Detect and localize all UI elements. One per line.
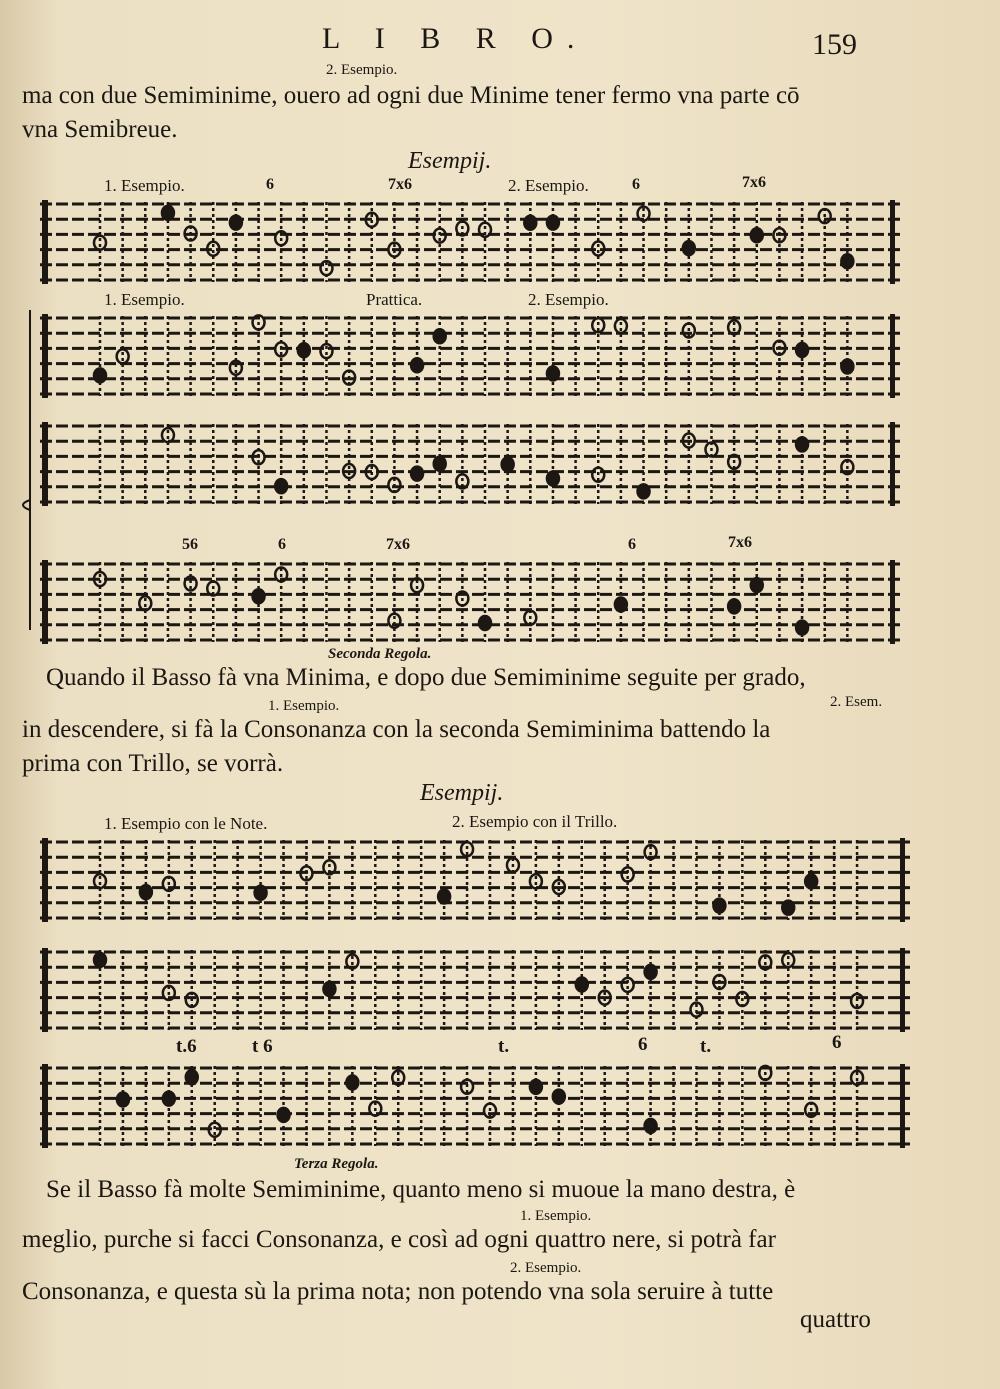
- tablature-drawing: [40, 944, 910, 1036]
- tablature-system: [40, 310, 900, 402]
- text-line: Quando il Basso fà vna Minima, e dopo due Semiminime seguite per grado,: [46, 664, 806, 691]
- barline: [900, 948, 905, 1032]
- tablature-drawing: [40, 1060, 910, 1152]
- barline: [42, 948, 48, 1032]
- note-head: [530, 1080, 542, 1094]
- figure: 6: [278, 536, 286, 553]
- note-head: [411, 467, 423, 481]
- note-head: [255, 886, 267, 900]
- rule-heading: Seconda Regola.: [328, 646, 432, 662]
- barline: [890, 560, 895, 644]
- text-line: prima con Trillo, se vorrà.: [22, 750, 284, 777]
- note-head: [645, 965, 657, 979]
- tablature-system: [40, 944, 910, 1036]
- example-label: 1. Esempio con le Note.: [104, 814, 268, 833]
- barline: [890, 422, 895, 506]
- tablature-system: [40, 418, 900, 510]
- example-ref: 2. Esem.: [830, 694, 883, 710]
- note-head: [323, 982, 335, 996]
- note-head: [230, 216, 242, 230]
- note-head: [713, 899, 725, 913]
- figure: t.6: [176, 1036, 197, 1057]
- section-heading: Esempij.: [408, 148, 492, 174]
- figure: 7x6: [388, 176, 412, 193]
- note-head: [796, 437, 808, 451]
- note-head: [94, 236, 106, 250]
- note-head: [253, 589, 265, 603]
- example-label: 1. Esempio.: [104, 176, 185, 195]
- barline: [42, 200, 48, 284]
- figure: t.: [700, 1036, 712, 1057]
- text-line: Consonanza, e questa sù la prima nota; non potendo vna sola seruire à tutte: [22, 1278, 774, 1305]
- tablature-system: [40, 556, 900, 648]
- note-head: [547, 367, 559, 381]
- note-head: [683, 241, 695, 255]
- note-head: [751, 578, 763, 592]
- barline: [42, 314, 48, 398]
- note-head: [638, 484, 650, 498]
- note-head: [553, 1090, 565, 1104]
- example-label: Prattica.: [366, 290, 423, 309]
- page-number: 159: [812, 28, 857, 61]
- note-head: [275, 479, 287, 493]
- note-head: [94, 368, 106, 382]
- note-head: [162, 206, 174, 220]
- figure: 7x6: [742, 174, 766, 191]
- example-ref: 2. Esempio.: [326, 62, 398, 78]
- figure: 7x6: [728, 534, 752, 551]
- note-head: [438, 889, 450, 903]
- tablature-system: [40, 834, 910, 926]
- tablature-drawing: [40, 834, 910, 926]
- tablature-drawing: [40, 418, 900, 510]
- note-head: [622, 978, 634, 992]
- note-head: [841, 359, 853, 373]
- note-head: [411, 358, 423, 372]
- example-label: 2. Esempio.: [508, 176, 589, 195]
- note-head: [782, 901, 794, 915]
- note-head: [547, 472, 559, 486]
- figure: 6: [638, 1034, 648, 1055]
- example-ref: 1. Esempio.: [268, 698, 340, 714]
- text-line: meglio, purche si facci Consonanza, e così ad ogni quattro nere, si potrà far: [22, 1226, 776, 1253]
- example-label: 2. Esempio con il Trillo.: [452, 812, 618, 831]
- note-head: [782, 953, 794, 967]
- note-head: [502, 457, 514, 471]
- text-line: in descendere, si fà la Consonanza con la seconda Semiminima battendo la: [22, 716, 771, 743]
- note-head: [547, 216, 559, 230]
- note-head: [94, 953, 106, 967]
- text-line: Se il Basso fà molte Semiminime, quanto meno si muoue la mano destra, è: [46, 1176, 796, 1203]
- note-head: [479, 616, 491, 630]
- note-head: [117, 1092, 129, 1106]
- figure: 7x6: [386, 536, 410, 553]
- example-ref: 1. Esempio.: [520, 1208, 592, 1224]
- tablature-drawing: [40, 310, 900, 402]
- figure: t.: [498, 1036, 510, 1057]
- figure: 6: [632, 176, 640, 193]
- tablature-drawing: [40, 196, 900, 288]
- note-head: [728, 599, 740, 613]
- note-head: [298, 343, 310, 357]
- note-head: [163, 1092, 175, 1106]
- note-head: [576, 978, 588, 992]
- tablature-system: [40, 196, 900, 288]
- note-head: [434, 329, 446, 343]
- note-head: [796, 343, 808, 357]
- section-heading: Esempij.: [420, 780, 504, 806]
- tablature-drawing: [40, 556, 900, 648]
- note-head: [186, 1070, 198, 1084]
- barline: [890, 200, 895, 284]
- barline: [900, 1064, 905, 1148]
- note-head: [140, 885, 152, 899]
- note-head: [645, 1119, 657, 1133]
- example-label: 2. Esempio.: [528, 290, 609, 309]
- text-line: ma con due Semiminime, ouero ad ogni due Minime tener fermo vna parte cō: [22, 82, 800, 109]
- figure: 6: [832, 1032, 842, 1053]
- note-head: [841, 254, 853, 268]
- text-line: vna Semibreue.: [22, 116, 178, 143]
- tablature-system: [40, 1060, 910, 1152]
- note-head: [524, 216, 536, 230]
- figure: 6: [266, 176, 274, 193]
- example-ref: 2. Esempio.: [510, 1260, 582, 1276]
- barline: [42, 560, 48, 644]
- system-brace: [8, 300, 38, 640]
- running-header: L I B R O.: [322, 22, 589, 55]
- rule-heading: Terza Regola.: [294, 1156, 379, 1172]
- note-head: [796, 621, 808, 635]
- figure: 56: [182, 536, 198, 553]
- note-head: [622, 867, 634, 881]
- note-head: [117, 349, 129, 363]
- barline: [42, 1064, 48, 1148]
- example-label: 1. Esempio.: [104, 290, 185, 309]
- note-head: [615, 597, 627, 611]
- barline: [42, 422, 48, 506]
- barline: [42, 838, 48, 922]
- barline: [890, 314, 895, 398]
- note-head: [346, 1076, 358, 1090]
- note-head: [805, 874, 817, 888]
- catchword: quattro: [800, 1306, 871, 1333]
- note-head: [278, 1108, 290, 1122]
- figure: t 6: [252, 1036, 273, 1057]
- figure: 6: [628, 536, 636, 553]
- barline: [900, 838, 905, 922]
- note-head: [434, 457, 446, 471]
- note-head: [751, 228, 763, 242]
